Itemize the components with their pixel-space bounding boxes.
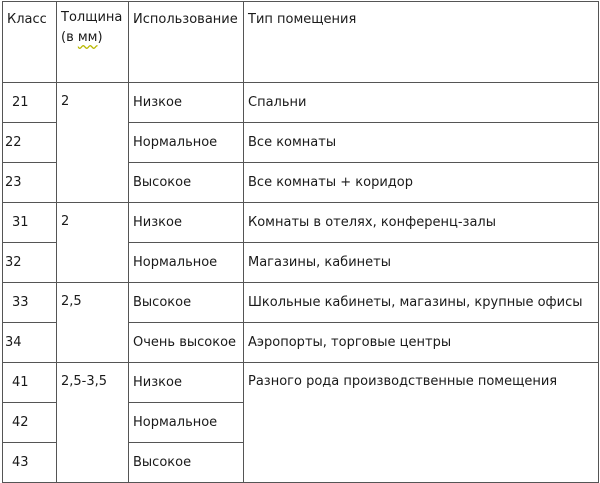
class-cell: 22 [3, 123, 57, 163]
usage-cell: Нормальное [129, 243, 244, 283]
class-cell: 32 [3, 243, 57, 283]
table-row [3, 363, 599, 403]
header-room-type: Тип помещения [244, 2, 599, 83]
room-type-cell: Все комнаты [244, 123, 599, 163]
class-cell: 43 [3, 443, 57, 483]
header-thickness-line1: Толщина [61, 10, 123, 25]
header-thickness [57, 2, 129, 83]
room-type-cell: Разного рода производственные помещения [244, 363, 599, 483]
header-thickness-line2: (в мм) [61, 30, 103, 45]
flooring-class-table [2, 1, 599, 483]
thickness-cell: 2 [57, 83, 129, 203]
header-usage: Использование [129, 2, 244, 83]
class-cell: 42 [3, 403, 57, 443]
room-type-cell: Магазины, кабинеты [244, 243, 599, 283]
usage-cell: Высокое [129, 443, 244, 483]
usage-cell: Нормальное [129, 123, 244, 163]
header-class: Класс [3, 2, 57, 83]
class-cell: 23 [3, 163, 57, 203]
usage-cell: Низкое [129, 83, 244, 123]
table-row [3, 83, 599, 123]
table-row [3, 203, 599, 243]
room-type-cell: Школьные кабинеты, магазины, крупные офисы [244, 283, 599, 323]
usage-cell: Нормальное [129, 403, 244, 443]
room-type-cell: Все комнаты + коридор [244, 163, 599, 203]
table-header-row [3, 2, 599, 83]
usage-cell: Высокое [129, 283, 244, 323]
class-cell: 41 [3, 363, 57, 403]
room-type-cell: Аэропорты, торговые центры [244, 323, 599, 363]
thickness-cell: 2 [57, 203, 129, 283]
header-thickness-unit: мм [77, 30, 98, 45]
table-row [3, 283, 599, 323]
usage-cell: Очень высокое [129, 323, 244, 363]
room-type-cell: Комнаты в отелях, конференц-залы [244, 203, 599, 243]
thickness-cell: 2,5-3,5 [57, 363, 129, 483]
thickness-cell: 2,5 [57, 283, 129, 363]
usage-cell: Высокое [129, 163, 244, 203]
class-cell: 21 [3, 83, 57, 123]
class-cell: 31 [3, 203, 57, 243]
class-cell: 33 [3, 283, 57, 323]
usage-cell: Низкое [129, 363, 244, 403]
class-cell: 34 [3, 323, 57, 363]
usage-cell: Низкое [129, 203, 244, 243]
room-type-cell: Спальни [244, 83, 599, 123]
